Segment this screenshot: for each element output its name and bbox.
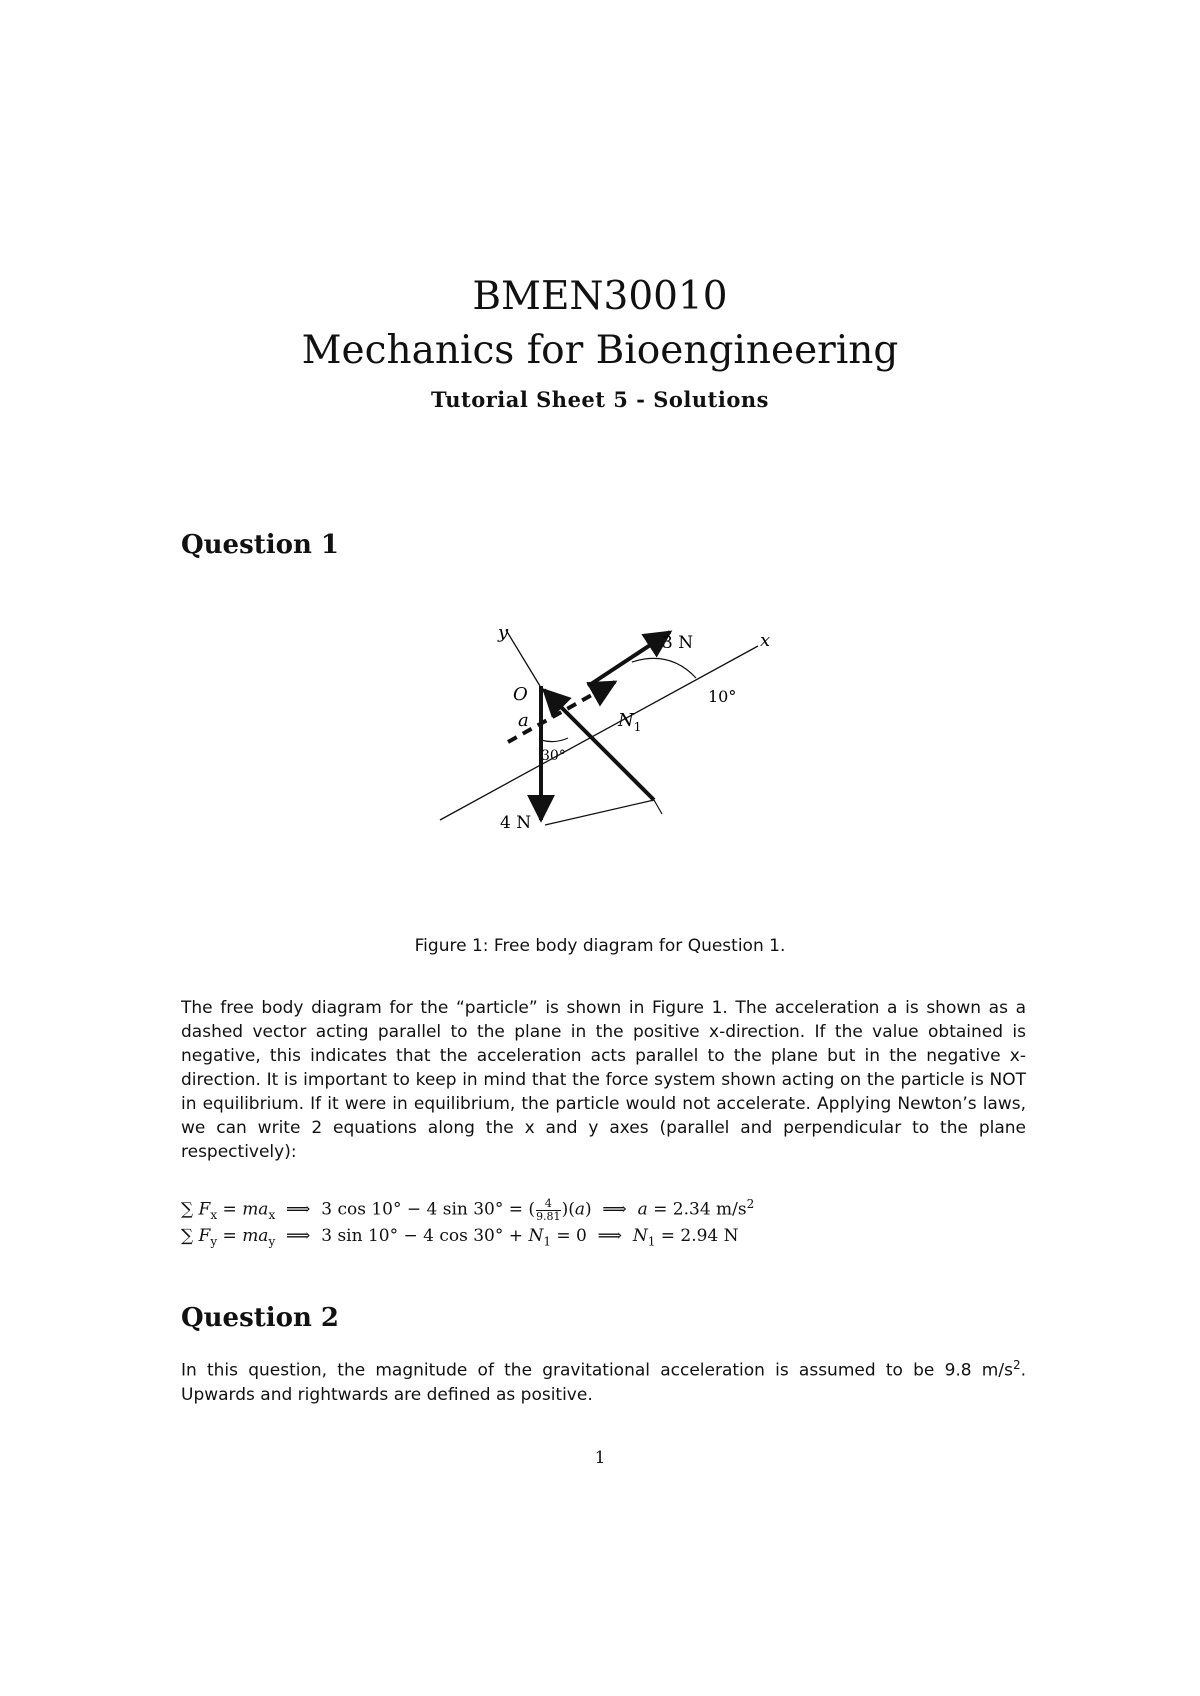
eq1-result: = 2.34 m/s bbox=[647, 1199, 747, 1220]
label-30deg: 30° bbox=[541, 748, 566, 764]
q2-text-sup: 2 bbox=[1012, 1358, 1021, 1372]
helper-line-1 bbox=[545, 800, 654, 825]
label-x: x bbox=[760, 630, 771, 651]
eq1-result-sup: 2 bbox=[746, 1197, 755, 1211]
eq2-result-sub: 1 bbox=[647, 1234, 656, 1249]
label-10deg: 10° bbox=[708, 687, 737, 706]
eq2-N-sub: 1 bbox=[543, 1234, 551, 1249]
eq2-ma-sub: y bbox=[268, 1234, 276, 1249]
figure-caption: Figure 1: Free body diagram for Question 1. bbox=[414, 936, 786, 956]
eq1-close: ) ⟹ bbox=[584, 1199, 638, 1220]
eq2-result: = 2.94 N bbox=[655, 1226, 739, 1246]
label-n1 bbox=[617, 710, 641, 734]
helper-line-2 bbox=[654, 800, 662, 814]
eq2-mid2: = 0 ⟹ bbox=[550, 1226, 633, 1246]
page-number: 1 bbox=[594, 1448, 606, 1468]
eq1-frac-num: 4 bbox=[536, 1198, 561, 1211]
label-y: y bbox=[498, 622, 509, 643]
eq2-sum: ∑ bbox=[181, 1226, 194, 1246]
eq1-sum: ∑ bbox=[181, 1199, 194, 1220]
free-body-diagram bbox=[400, 620, 820, 920]
eq1-mid: ⟹ 3 cos 10° − 4 sin 30° = ( bbox=[275, 1199, 536, 1220]
eq2-mid: ⟹ 3 sin 10° − 4 cos 30° + bbox=[275, 1226, 529, 1246]
eq1-equals: = bbox=[217, 1199, 243, 1220]
eq1-after-frac: )( bbox=[561, 1199, 575, 1220]
equation-y bbox=[181, 1226, 739, 1248]
angle-10-arc bbox=[632, 658, 696, 678]
eq1-F-sub: x bbox=[210, 1208, 218, 1223]
eq2-equals: = bbox=[217, 1226, 243, 1246]
label-3n: 3 N bbox=[662, 633, 694, 653]
course-code: BMEN30010 bbox=[472, 274, 728, 319]
label-origin: O bbox=[513, 684, 528, 705]
label-n1-main: N bbox=[618, 710, 634, 731]
x-axis-line bbox=[440, 646, 758, 820]
label-4n: 4 N bbox=[500, 813, 532, 833]
q2-text-a: In this question, the magnitude of the gravitational acceleration is assumed to be 9.8 m/s bbox=[181, 1360, 1013, 1381]
equation-x bbox=[181, 1197, 754, 1223]
sheet-subtitle: Tutorial Sheet 5 - Solutions bbox=[431, 387, 769, 412]
question-1-paragraph: The free body diagram for the “particle” is shown in Figure 1. The acceleration a is shown as a dashed vector acting parallel to the plane in the positive x-direction. If the value obtained is negative, this indicates that the acceleration acts parallel to the plane but in the negative x-direction. It is important to keep in mind that the force system shown acting on the particle is NOT in equilibrium. If it were in equilibrium, the particle would not accelerate. Applying Newton’s laws, we can write 2 equations along the x and y axes (parallel and perpendicular to the plane respectively): bbox=[181, 998, 1026, 1162]
label-n1-sub: 1 bbox=[633, 720, 642, 734]
y-axis-line bbox=[506, 630, 540, 686]
eq2-F-sub: y bbox=[210, 1234, 218, 1249]
course-title: Mechanics for Bioengineering bbox=[301, 328, 899, 373]
eq1-result-var: a bbox=[637, 1199, 648, 1220]
question-2-paragraph bbox=[181, 1353, 1026, 1407]
eq1-ma: ma bbox=[242, 1199, 269, 1220]
eq1-a: a bbox=[574, 1199, 585, 1220]
eq2-N: N bbox=[528, 1226, 544, 1246]
question-2-heading: Question 2 bbox=[181, 1303, 340, 1333]
normal-force-vector bbox=[544, 690, 654, 800]
eq2-ma: ma bbox=[242, 1226, 269, 1246]
eq2-result-var: N bbox=[632, 1226, 648, 1246]
eq2-F: F bbox=[198, 1226, 211, 1246]
angle-30-arc bbox=[541, 738, 568, 742]
eq1-frac-den: 9.81 bbox=[536, 1209, 561, 1223]
eq1-F: F bbox=[198, 1199, 211, 1220]
q2-text-b: . Upwards and rightwards are defined as positive. bbox=[181, 1360, 1026, 1405]
question-1-heading: Question 1 bbox=[181, 530, 340, 560]
eq1-ma-sub: x bbox=[268, 1208, 276, 1223]
label-a: a bbox=[518, 710, 529, 731]
eq1-fraction bbox=[536, 1198, 561, 1223]
